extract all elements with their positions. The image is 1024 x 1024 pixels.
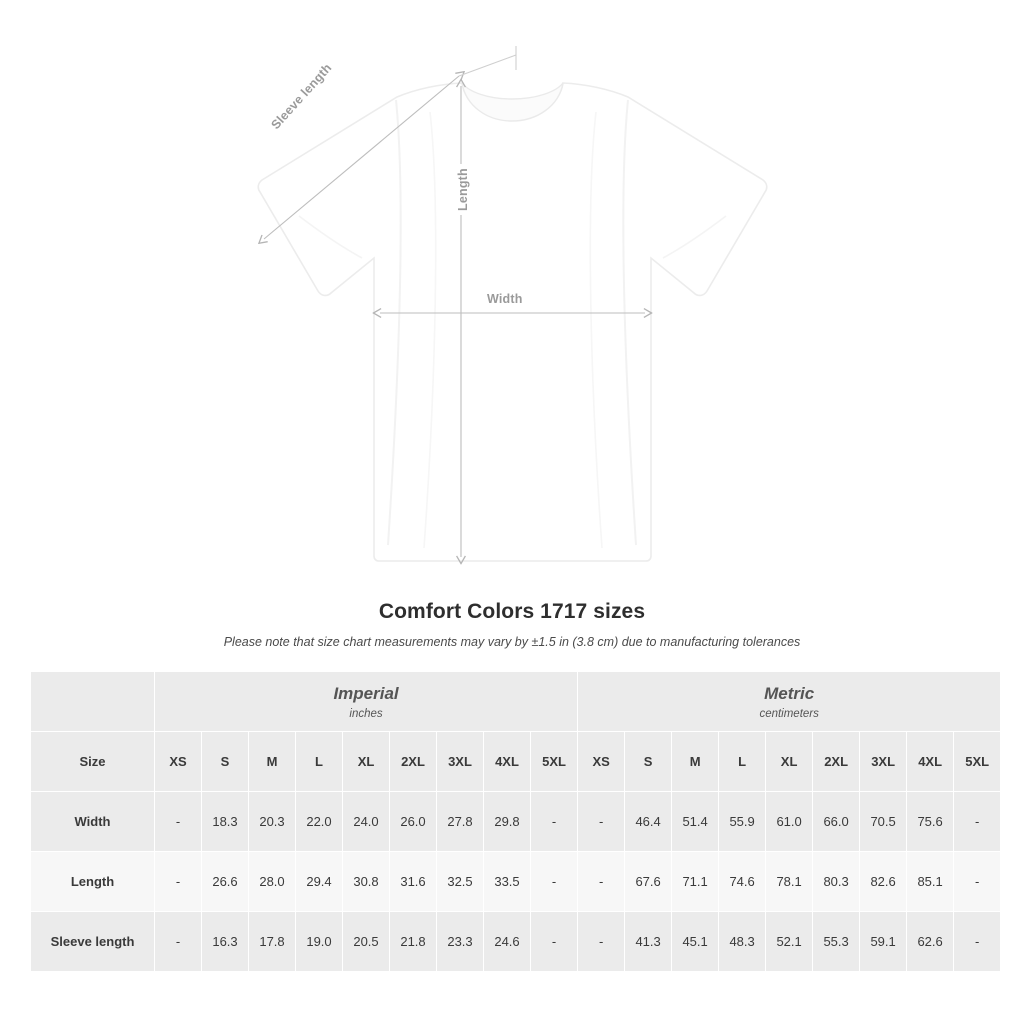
cell-width-metric-4xl: 75.6	[907, 792, 954, 852]
size-header-metric-5xl: 5XL	[954, 732, 1001, 792]
cell-length-metric-xl: 78.1	[766, 852, 813, 912]
size-header-imperial-m: M	[249, 732, 296, 792]
cell-sleeve-imperial-m: 17.8	[249, 912, 296, 972]
label-length: Length	[455, 164, 471, 215]
cell-length-imperial-l: 29.4	[296, 852, 343, 912]
row-label-length: Length	[31, 852, 155, 912]
cell-length-metric-s: 67.6	[625, 852, 672, 912]
cell-length-metric-4xl: 85.1	[907, 852, 954, 912]
system-name-imperial: Imperial	[333, 684, 399, 704]
cell-sleeve-metric-xl: 52.1	[766, 912, 813, 972]
size-column-header: Size	[31, 732, 155, 792]
size-header-metric-xl: XL	[766, 732, 813, 792]
cell-sleeve-metric-3xl: 59.1	[860, 912, 907, 972]
size-header-metric-2xl: 2XL	[813, 732, 860, 792]
system-header-imperial	[155, 672, 578, 732]
cell-width-imperial-m: 20.3	[249, 792, 296, 852]
cell-length-metric-2xl: 80.3	[813, 852, 860, 912]
cell-width-metric-5xl: -	[954, 792, 1001, 852]
cell-length-metric-l: 74.6	[719, 852, 766, 912]
cell-sleeve-metric-l: 48.3	[719, 912, 766, 972]
system-unit-imperial: inches	[349, 707, 383, 720]
cell-length-imperial-2xl: 31.6	[390, 852, 437, 912]
table-row	[31, 792, 1001, 852]
table-row	[31, 912, 1001, 972]
label-sleeve-length: Sleeve length	[265, 57, 338, 135]
row-label-sleeve-length: Sleeve length	[31, 912, 155, 972]
size-header-imperial-4xl: 4XL	[484, 732, 531, 792]
cell-width-metric-3xl: 70.5	[860, 792, 907, 852]
cell-width-imperial-2xl: 26.0	[390, 792, 437, 852]
cell-width-metric-xl: 61.0	[766, 792, 813, 852]
cell-length-metric-m: 71.1	[672, 852, 719, 912]
tolerance-note: Please note that size chart measurements may vary by ±1.5 in (3.8 cm) due to manufacturing tolerances	[223, 635, 801, 649]
system-header-spacer	[31, 672, 155, 732]
cell-width-imperial-3xl: 27.8	[437, 792, 484, 852]
size-header-imperial-2xl: 2XL	[390, 732, 437, 792]
cell-sleeve-metric-5xl: -	[954, 912, 1001, 972]
size-header-metric-s: S	[625, 732, 672, 792]
chart-header	[0, 600, 1024, 649]
table-row	[31, 852, 1001, 912]
cell-sleeve-metric-s: 41.3	[625, 912, 672, 972]
cell-width-imperial-l: 22.0	[296, 792, 343, 852]
cell-length-metric-3xl: 82.6	[860, 852, 907, 912]
cell-length-imperial-4xl: 33.5	[484, 852, 531, 912]
cell-width-imperial-xs: -	[155, 792, 202, 852]
size-header-metric-xs: XS	[578, 732, 625, 792]
cell-sleeve-imperial-4xl: 24.6	[484, 912, 531, 972]
size-header-imperial-xl: XL	[343, 732, 390, 792]
cell-width-imperial-xl: 24.0	[343, 792, 390, 852]
label-width: Width	[482, 292, 528, 306]
cell-width-imperial-4xl: 29.8	[484, 792, 531, 852]
size-header-metric-3xl: 3XL	[860, 732, 907, 792]
cell-length-imperial-s: 26.6	[202, 852, 249, 912]
cell-sleeve-imperial-l: 19.0	[296, 912, 343, 972]
size-header-imperial-5xl: 5XL	[531, 732, 578, 792]
size-header-imperial-s: S	[202, 732, 249, 792]
size-table-wrapper	[30, 671, 994, 972]
size-header-row	[31, 732, 1001, 792]
system-name-metric: Metric	[764, 684, 815, 704]
cell-width-metric-xs: -	[578, 792, 625, 852]
size-table	[30, 671, 1001, 972]
cell-length-imperial-5xl: -	[531, 852, 578, 912]
cell-sleeve-imperial-xl: 20.5	[343, 912, 390, 972]
page-title: Comfort Colors 1717 sizes	[378, 600, 646, 623]
cell-sleeve-metric-m: 45.1	[672, 912, 719, 972]
cell-length-metric-5xl: -	[954, 852, 1001, 912]
cell-sleeve-metric-4xl: 62.6	[907, 912, 954, 972]
cell-sleeve-imperial-2xl: 21.8	[390, 912, 437, 972]
row-label-width: Width	[31, 792, 155, 852]
size-header-metric-m: M	[672, 732, 719, 792]
system-header-metric	[578, 672, 1001, 732]
system-unit-metric: centimeters	[759, 707, 819, 720]
cell-width-metric-s: 46.4	[625, 792, 672, 852]
cell-width-metric-m: 51.4	[672, 792, 719, 852]
tshirt-shape	[258, 83, 766, 561]
cell-length-imperial-xl: 30.8	[343, 852, 390, 912]
cell-sleeve-imperial-xs: -	[155, 912, 202, 972]
size-header-imperial-l: L	[296, 732, 343, 792]
size-header-imperial-xs: XS	[155, 732, 202, 792]
size-header-metric-4xl: 4XL	[907, 732, 954, 792]
cell-length-imperial-xs: -	[155, 852, 202, 912]
cell-length-imperial-m: 28.0	[249, 852, 296, 912]
size-header-metric-l: L	[719, 732, 766, 792]
cell-sleeve-imperial-s: 16.3	[202, 912, 249, 972]
system-header-row	[31, 672, 1001, 732]
cell-length-metric-xs: -	[578, 852, 625, 912]
cell-sleeve-imperial-3xl: 23.3	[437, 912, 484, 972]
cell-width-metric-2xl: 66.0	[813, 792, 860, 852]
cell-sleeve-metric-2xl: 55.3	[813, 912, 860, 972]
cell-width-imperial-5xl: -	[531, 792, 578, 852]
cell-sleeve-metric-xs: -	[578, 912, 625, 972]
size-header-imperial-3xl: 3XL	[437, 732, 484, 792]
cell-width-metric-l: 55.9	[719, 792, 766, 852]
cell-width-imperial-s: 18.3	[202, 792, 249, 852]
cell-sleeve-imperial-5xl: -	[531, 912, 578, 972]
cell-length-imperial-3xl: 32.5	[437, 852, 484, 912]
